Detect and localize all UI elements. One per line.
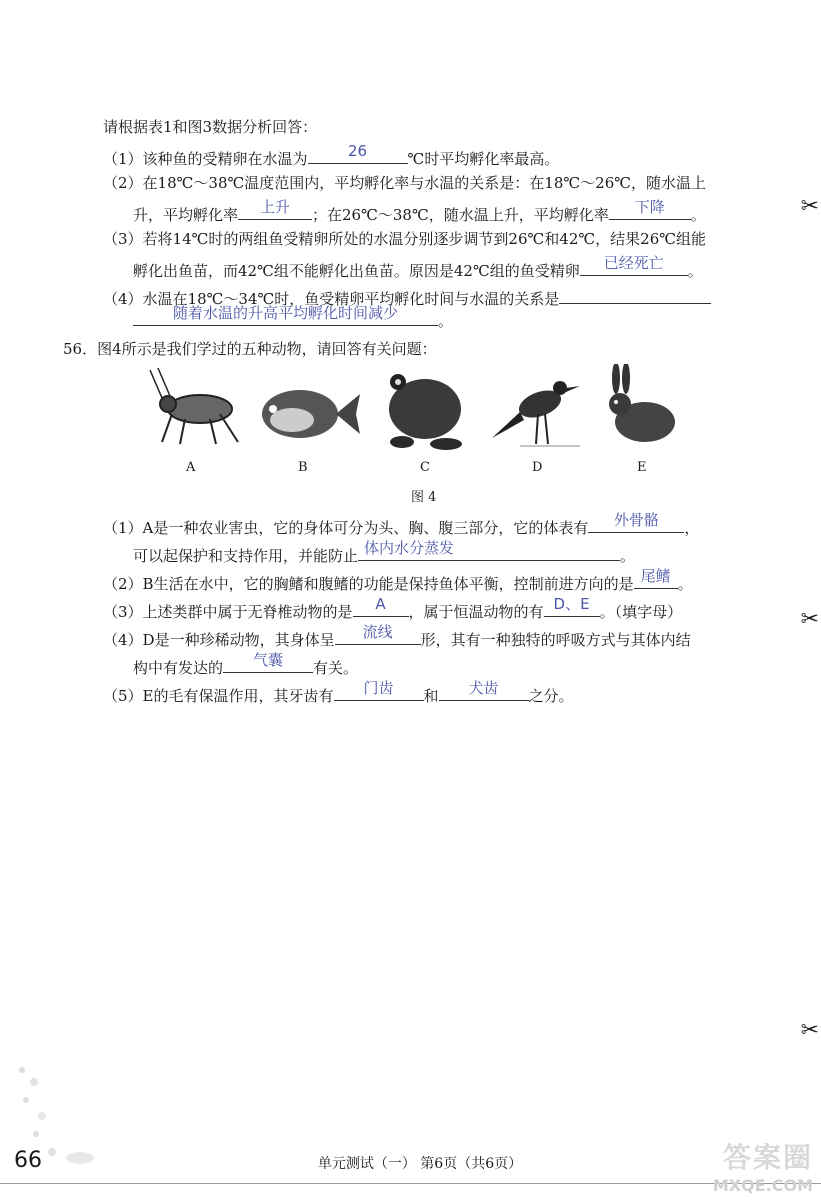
frog-image [389,374,462,450]
grasshopper-image [150,368,238,444]
figure-caption: 图 4 [411,490,437,505]
figure-label-a: A [186,460,196,475]
figure-label-c: C [420,460,430,475]
q56-part1-line2: 可以起保护和支持作用，并能防止 体内水分蒸发 。 [133,539,636,565]
page-number: 66 [14,1148,42,1173]
answer-blank: 流线 [335,626,421,645]
figure-label-d: D [532,460,543,475]
watermark-logo: 答案圈 MXQE.COM [712,1141,813,1195]
q56-part3: （3）上述类群中属于无脊椎动物的是 A ，属于恒温动物的有 D、E 。（填字母） [103,595,683,621]
question-2-line2: 升，平均孵化率 上升 ；在26℃～38℃，随水温上升，平均孵化率 下降 。 [133,198,706,224]
answer-blank: 气囊 [223,654,313,673]
scissors-icon: ✂ [800,1018,819,1043]
q56-part4-line2: 构中有发达的 气囊 有关。 [133,651,359,677]
answer-blank: 门齿 [334,682,424,701]
answer-blank: 尾鳍 [634,570,678,589]
question-4-line2: 随着水温的升高平均孵化时间减少 。 [133,307,453,331]
answer-blank: D、E [544,598,600,617]
figure-label-e: E [637,460,647,475]
figure-4-animals [140,364,680,456]
answer-blank: 体内水分蒸发 [358,542,620,561]
scissors-icon: ✂ [800,607,819,632]
q56-part5: （5）E的毛有保温作用，其牙齿有 门齿 和 犬齿 之分。 [103,679,574,705]
intro-text: 请根据表1和图3数据分析回答： [103,118,318,136]
answer-blank: 随着水温的升高平均孵化时间减少 [133,307,438,326]
footer-text: 单元测试（一） 第6页（共6页） [317,1156,523,1172]
question-56-title: 56．图4所示是我们学过的五种动物，请回答有关问题： [63,340,437,358]
question-4-line1: （4）水温在18℃～34℃时，鱼受精卵平均孵化时间与水温的关系是 [103,285,711,309]
answer-blank: 26 [308,145,408,164]
answer-blank: A [353,598,409,617]
fish-image [262,390,360,438]
question-2-line1: （2）在18℃～38℃温度范围内，平均孵化率与水温的关系是：在18℃～26℃，随水温上 [103,174,707,192]
scissors-icon: ✂ [800,194,819,219]
figure-label-b: B [298,460,308,475]
answer-blank: 外骨骼 [588,514,684,533]
rabbit-image [609,364,675,442]
question-1: （1）该种鱼的受精卵在水温为 26 ℃时平均孵化率最高。 [103,142,560,168]
answer-blank: 犬齿 [439,682,529,701]
q56-part2: （2）B生活在水中，它的胸鳍和腹鳍的功能是保持鱼体平衡，控制前进方向的是 尾鳍 。 [103,567,693,593]
answer-blank: 已经死亡 [580,257,688,276]
q56-part1-line1: （1）A是一种农业害虫，它的身体可分为头、胸、腹三部分，它的体表有 外骨骼 ， [103,511,700,537]
answer-blank: 下降 [609,201,691,220]
question-3-line1: （3）若将14℃时的两组鱼受精卵所处的水温分别逐步调节到26℃和42℃，结果26℃组能 [103,230,707,248]
question-3-line2: 孵化出鱼苗，而42℃组不能孵化出鱼苗。原因是42℃组的鱼受精卵 已经死亡 。 [133,254,703,280]
q56-part4-line1: （4）D是一种珍稀动物，其身体呈 流线 形，其有一种独特的呼吸方式与其体内结 [103,623,691,649]
answer-blank: 上升 [238,201,312,220]
answer-blank-empty [559,285,711,304]
bird-image [492,381,580,446]
